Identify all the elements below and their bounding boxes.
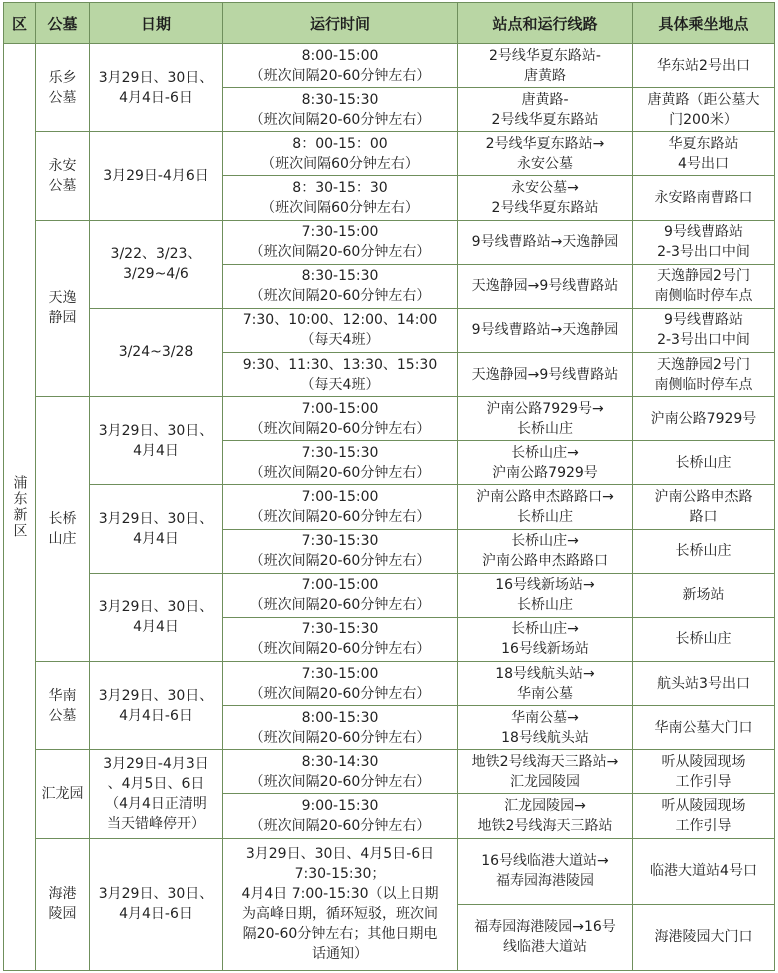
route-cell: 华南公墓→ 18号线航头站	[458, 706, 633, 750]
route-cell: 天逸静园→9号线曹路站	[458, 264, 633, 308]
date-cell: 3/24~3/28	[90, 308, 223, 396]
time-cell: 8：00-15：00 （班次间隔60分钟左右）	[223, 132, 458, 176]
time-cell: 7:00-15:00 （班次间隔20-60分钟左右）	[223, 573, 458, 617]
time-cell: 7:30-15:30 （班次间隔20-60分钟左右）	[223, 529, 458, 573]
cemetery-cell: 海港 陵园	[36, 838, 90, 970]
date-cell: 3月29日、30日、 4月4日-6日	[90, 838, 223, 970]
boarding-cell: 天逸静园2号门 南侧临时停车点	[633, 352, 775, 396]
table-row	[4, 573, 775, 617]
time-cell: 7:00-15:00 （班次间隔20-60分钟左右）	[223, 397, 458, 441]
cemetery-cell: 乐乡 公墓	[36, 44, 90, 132]
time-cell: 7:30-15:00 （班次间隔20-60分钟左右）	[223, 220, 458, 264]
route-cell: 16号线临港大道站→ 福寿园海港陵园	[458, 838, 633, 904]
route-cell: 长桥山庄→ 沪南公路申杰路路口	[458, 529, 633, 573]
time-cell: 7:30-15:30 （班次间隔20-60分钟左右）	[223, 617, 458, 661]
date-cell: 3月29日、30日、 4月4日	[90, 485, 223, 573]
time-cell: 8:30-15:30 （班次间隔20-60分钟左右）	[223, 264, 458, 308]
time-cell: 7:30-15:30 （班次间隔20-60分钟左右）	[223, 441, 458, 485]
cemetery-cell: 华南 公墓	[36, 661, 90, 749]
table-row	[4, 132, 775, 176]
route-cell: 福寿园海港陵园→16号 线临港大道站	[458, 904, 633, 970]
table-row	[4, 308, 775, 352]
boarding-cell: 听从陵园现场 工作引导	[633, 794, 775, 838]
boarding-cell: 长桥山庄	[633, 617, 775, 661]
district-cell: 浦东新区	[4, 44, 36, 971]
time-cell: 8:00-15:30 （班次间隔20-60分钟左右）	[223, 706, 458, 750]
table-row	[4, 750, 775, 794]
table-row	[4, 485, 775, 529]
route-cell: 2号线华夏东路站- 唐黄路	[458, 44, 633, 88]
header-district: 区	[4, 3, 36, 44]
time-cell: 3月29日、30日、4月5日-6日 7:30-15:30； 4月4日 7:00-15:30（以上日期 为高峰日期，循环短驳，班次间 隔20-60分钟左右；其他日期电 话通知）	[223, 838, 458, 970]
table-row	[4, 397, 775, 441]
boarding-cell: 沪南公路7929号	[633, 397, 775, 441]
date-cell: 3月29日-4月3日 、4月5日、6日 （4月4日正清明 当天错峰停开）	[90, 750, 223, 838]
cemetery-cell: 长桥 山庄	[36, 397, 90, 662]
boarding-cell: 海港陵园大门口	[633, 904, 775, 970]
cemetery-cell: 汇龙园	[36, 750, 90, 838]
table-row	[4, 661, 775, 705]
header-row	[4, 3, 775, 44]
route-cell: 16号线新场站→ 长桥山庄	[458, 573, 633, 617]
route-cell: 长桥山庄→ 沪南公路7929号	[458, 441, 633, 485]
date-cell: 3月29日、30日、 4月4日-6日	[90, 661, 223, 749]
boarding-cell: 航头站3号出口	[633, 661, 775, 705]
route-cell: 地铁2号线海天三路站→ 汇龙园陵园	[458, 750, 633, 794]
time-cell: 8：30-15：30 （班次间隔60分钟左右）	[223, 176, 458, 220]
header-cemetery: 公墓	[36, 3, 90, 44]
boarding-cell: 永安路南曹路口	[633, 176, 775, 220]
route-cell: 9号线曹路站→天逸静园	[458, 220, 633, 264]
time-cell: 7:00-15:00 （班次间隔20-60分钟左右）	[223, 485, 458, 529]
boarding-cell: 听从陵园现场 工作引导	[633, 750, 775, 794]
header-time: 运行时间	[223, 3, 458, 44]
time-cell: 8:30-14:30 （班次间隔20-60分钟左右）	[223, 750, 458, 794]
route-cell: 汇龙园陵园→ 地铁2号线海天三路站	[458, 794, 633, 838]
date-cell: 3月29日、30日、 4月4日-6日	[90, 44, 223, 132]
boarding-cell: 天逸静园2号门 南侧临时停车点	[633, 264, 775, 308]
time-cell: 8:30-15:30 （班次间隔20-60分钟左右）	[223, 88, 458, 132]
boarding-cell: 9号线曹路站 2-3号出口中间	[633, 220, 775, 264]
boarding-cell: 华东站2号出口	[633, 44, 775, 88]
header-date: 日期	[90, 3, 223, 44]
shuttle-bus-schedule-table	[3, 2, 775, 971]
boarding-cell: 华夏东路站 4号出口	[633, 132, 775, 176]
route-cell: 2号线华夏东路站→ 永安公墓	[458, 132, 633, 176]
route-cell: 天逸静园→9号线曹路站	[458, 352, 633, 396]
table-row	[4, 220, 775, 264]
boarding-cell: 华南公墓大门口	[633, 706, 775, 750]
boarding-cell: 唐黄路（距公墓大 门200米）	[633, 88, 775, 132]
cemetery-cell: 永安 公墓	[36, 132, 90, 220]
route-cell: 沪南公路申杰路路口→ 长桥山庄	[458, 485, 633, 529]
route-cell: 9号线曹路站→天逸静园	[458, 308, 633, 352]
date-cell: 3月29日-4月6日	[90, 132, 223, 220]
boarding-cell: 9号线曹路站 2-3号出口中间	[633, 308, 775, 352]
route-cell: 沪南公路7929号→ 长桥山庄	[458, 397, 633, 441]
route-cell: 永安公墓→ 2号线华夏东路站	[458, 176, 633, 220]
boarding-cell: 新场站	[633, 573, 775, 617]
boarding-cell: 长桥山庄	[633, 441, 775, 485]
time-cell: 9:30、11:30、13:30、15:30 （每天4班）	[223, 352, 458, 396]
table-row	[4, 838, 775, 904]
time-cell: 7:30、10:00、12:00、14:00 （每天4班）	[223, 308, 458, 352]
cemetery-cell: 天逸 静园	[36, 220, 90, 397]
date-cell: 3/22、3/23、 3/29~4/6	[90, 220, 223, 308]
boarding-cell: 长桥山庄	[633, 529, 775, 573]
route-cell: 长桥山庄→ 16号线新场站	[458, 617, 633, 661]
table-row	[4, 44, 775, 88]
boarding-cell: 临港大道站4号口	[633, 838, 775, 904]
header-route: 站点和运行线路	[458, 3, 633, 44]
time-cell: 9:00-15:30 （班次间隔20-60分钟左右）	[223, 794, 458, 838]
route-cell: 唐黄路- 2号线华夏东路站	[458, 88, 633, 132]
date-cell: 3月29日、30日、 4月4日	[90, 573, 223, 661]
time-cell: 7:30-15:00 （班次间隔20-60分钟左右）	[223, 661, 458, 705]
route-cell: 18号线航头站→ 华南公墓	[458, 661, 633, 705]
boarding-cell: 沪南公路申杰路 路口	[633, 485, 775, 529]
time-cell: 8:00-15:00 （班次间隔20-60分钟左右）	[223, 44, 458, 88]
date-cell: 3月29日、30日、 4月4日	[90, 397, 223, 485]
header-boarding: 具体乘坐地点	[633, 3, 775, 44]
